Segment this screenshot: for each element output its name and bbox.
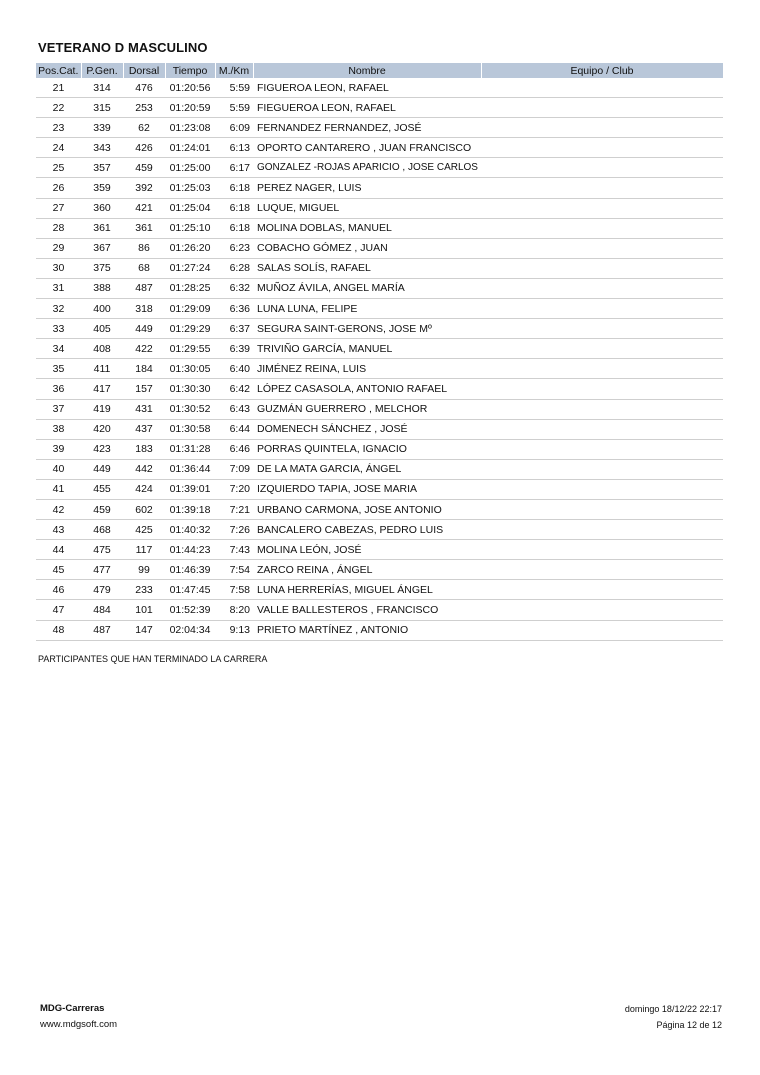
m-km-cell: 6:18 xyxy=(215,218,253,238)
col-header-dorsal: Dorsal xyxy=(123,63,165,78)
equipo-cell xyxy=(481,78,723,98)
table-row xyxy=(36,439,723,459)
p-gen-cell: 388 xyxy=(81,278,123,298)
dorsal-cell: 437 xyxy=(123,419,165,439)
pos-cat-cell: 38 xyxy=(36,419,81,439)
equipo-cell xyxy=(481,238,723,258)
m-km-cell: 7:54 xyxy=(215,560,253,580)
dorsal-cell: 459 xyxy=(123,158,165,178)
nombre-cell: LUQUE, MIGUEL xyxy=(253,198,481,218)
equipo-cell xyxy=(481,339,723,359)
tiempo-cell: 01:40:32 xyxy=(165,520,215,540)
m-km-cell: 8:20 xyxy=(215,600,253,620)
dorsal-cell: 233 xyxy=(123,580,165,600)
nombre-cell: FIEGUEROA LEON, RAFAEL xyxy=(253,98,481,118)
tiempo-cell: 02:04:34 xyxy=(165,620,215,640)
nombre-cell: PEREZ NAGER, LUIS xyxy=(253,178,481,198)
table-row xyxy=(36,319,723,339)
p-gen-cell: 357 xyxy=(81,158,123,178)
nombre-cell: GONZALEZ -ROJAS APARICIO , JOSE CARLOS xyxy=(253,158,481,178)
nombre-cell: GUZMÁN GUERRERO , MELCHOR xyxy=(253,399,481,419)
tiempo-cell: 01:29:55 xyxy=(165,339,215,359)
tiempo-cell: 01:31:28 xyxy=(165,439,215,459)
table-row xyxy=(36,520,723,540)
pos-cat-cell: 27 xyxy=(36,198,81,218)
table-row xyxy=(36,479,723,499)
dorsal-cell: 62 xyxy=(123,118,165,138)
nombre-cell: MUÑOZ ÁVILA, ANGEL MARÍA xyxy=(253,278,481,298)
pos-cat-cell: 39 xyxy=(36,439,81,459)
table-row xyxy=(36,399,723,419)
equipo-cell xyxy=(481,600,723,620)
m-km-cell: 6:46 xyxy=(215,439,253,459)
dorsal-cell: 318 xyxy=(123,299,165,319)
table-row xyxy=(36,560,723,580)
pos-cat-cell: 44 xyxy=(36,540,81,560)
footer-page-number: Página 12 de 12 xyxy=(656,1020,722,1030)
m-km-cell: 6:18 xyxy=(215,178,253,198)
page-title: VETERANO D MASCULINO xyxy=(38,40,208,55)
tiempo-cell: 01:25:10 xyxy=(165,218,215,238)
m-km-cell: 7:43 xyxy=(215,540,253,560)
dorsal-cell: 253 xyxy=(123,98,165,118)
pos-cat-cell: 46 xyxy=(36,580,81,600)
table-row xyxy=(36,620,723,640)
pos-cat-cell: 41 xyxy=(36,479,81,499)
pos-cat-cell: 22 xyxy=(36,98,81,118)
m-km-cell: 6:09 xyxy=(215,118,253,138)
nombre-cell: URBANO CARMONA, JOSE ANTONIO xyxy=(253,499,481,519)
nombre-cell: TRIVIÑO GARCÍA, MANUEL xyxy=(253,339,481,359)
m-km-cell: 6:44 xyxy=(215,419,253,439)
dorsal-cell: 442 xyxy=(123,459,165,479)
table-row xyxy=(36,359,723,379)
p-gen-cell: 405 xyxy=(81,319,123,339)
equipo-cell xyxy=(481,158,723,178)
table-row xyxy=(36,278,723,298)
dorsal-cell: 424 xyxy=(123,479,165,499)
table-row xyxy=(36,118,723,138)
nombre-cell: PORRAS QUINTELA, IGNACIO xyxy=(253,439,481,459)
table-row xyxy=(36,580,723,600)
dorsal-cell: 86 xyxy=(123,238,165,258)
equipo-cell xyxy=(481,459,723,479)
tiempo-cell: 01:24:01 xyxy=(165,138,215,158)
pos-cat-cell: 29 xyxy=(36,238,81,258)
pos-cat-cell: 40 xyxy=(36,459,81,479)
dorsal-cell: 147 xyxy=(123,620,165,640)
m-km-cell: 7:21 xyxy=(215,499,253,519)
dorsal-cell: 422 xyxy=(123,339,165,359)
table-row xyxy=(36,419,723,439)
pos-cat-cell: 34 xyxy=(36,339,81,359)
tiempo-cell: 01:47:45 xyxy=(165,580,215,600)
pos-cat-cell: 33 xyxy=(36,319,81,339)
equipo-cell xyxy=(481,98,723,118)
dorsal-cell: 421 xyxy=(123,198,165,218)
equipo-cell xyxy=(481,439,723,459)
tiempo-cell: 01:44:23 xyxy=(165,540,215,560)
equipo-cell xyxy=(481,278,723,298)
p-gen-cell: 475 xyxy=(81,540,123,560)
nombre-cell: PRIETO MARTÍNEZ , ANTONIO xyxy=(253,620,481,640)
nombre-cell: COBACHO GÓMEZ , JUAN xyxy=(253,238,481,258)
nombre-cell: LUNA LUNA, FELIPE xyxy=(253,299,481,319)
pos-cat-cell: 28 xyxy=(36,218,81,238)
tiempo-cell: 01:30:58 xyxy=(165,419,215,439)
equipo-cell xyxy=(481,258,723,278)
pos-cat-cell: 26 xyxy=(36,178,81,198)
nombre-cell: FIGUEROA LEON, RAFAEL xyxy=(253,78,481,98)
nombre-cell: DE LA MATA GARCIA, ÁNGEL xyxy=(253,459,481,479)
equipo-cell xyxy=(481,319,723,339)
col-header-m-km: M./Km xyxy=(215,63,253,78)
p-gen-cell: 314 xyxy=(81,78,123,98)
finished-note: PARTICIPANTES QUE HAN TERMINADO LA CARRERA xyxy=(38,654,268,664)
p-gen-cell: 487 xyxy=(81,620,123,640)
results-table xyxy=(36,63,724,641)
nombre-cell: LÓPEZ CASASOLA, ANTONIO RAFAEL xyxy=(253,379,481,399)
m-km-cell: 6:23 xyxy=(215,238,253,258)
table-row xyxy=(36,238,723,258)
p-gen-cell: 408 xyxy=(81,339,123,359)
table-row xyxy=(36,299,723,319)
m-km-cell: 6:40 xyxy=(215,359,253,379)
m-km-cell: 6:39 xyxy=(215,339,253,359)
table-row xyxy=(36,218,723,238)
equipo-cell xyxy=(481,479,723,499)
p-gen-cell: 359 xyxy=(81,178,123,198)
pos-cat-cell: 23 xyxy=(36,118,81,138)
nombre-cell: BANCALERO CABEZAS, PEDRO LUIS xyxy=(253,520,481,540)
equipo-cell xyxy=(481,118,723,138)
equipo-cell xyxy=(481,138,723,158)
dorsal-cell: 184 xyxy=(123,359,165,379)
pos-cat-cell: 21 xyxy=(36,78,81,98)
equipo-cell xyxy=(481,520,723,540)
table-row xyxy=(36,499,723,519)
col-header-equipo: Equipo / Club xyxy=(481,63,723,78)
pos-cat-cell: 25 xyxy=(36,158,81,178)
m-km-cell: 5:59 xyxy=(215,98,253,118)
dorsal-cell: 361 xyxy=(123,218,165,238)
footer-right xyxy=(625,1001,722,1033)
p-gen-cell: 400 xyxy=(81,299,123,319)
p-gen-cell: 459 xyxy=(81,499,123,519)
pos-cat-cell: 48 xyxy=(36,620,81,640)
tiempo-cell: 01:25:04 xyxy=(165,198,215,218)
pos-cat-cell: 35 xyxy=(36,359,81,379)
dorsal-cell: 602 xyxy=(123,499,165,519)
nombre-cell: JIMÉNEZ REINA, LUIS xyxy=(253,359,481,379)
table-row xyxy=(36,459,723,479)
equipo-cell xyxy=(481,499,723,519)
pos-cat-cell: 42 xyxy=(36,499,81,519)
m-km-cell: 6:36 xyxy=(215,299,253,319)
pos-cat-cell: 36 xyxy=(36,379,81,399)
m-km-cell: 6:13 xyxy=(215,138,253,158)
tiempo-cell: 01:25:03 xyxy=(165,178,215,198)
equipo-cell xyxy=(481,560,723,580)
m-km-cell: 6:18 xyxy=(215,198,253,218)
col-header-pos-cat: Pos.Cat. xyxy=(36,63,81,78)
tiempo-cell: 01:28:25 xyxy=(165,278,215,298)
equipo-cell xyxy=(481,198,723,218)
nombre-cell: ZARCO REINA , ÁNGEL xyxy=(253,560,481,580)
equipo-cell xyxy=(481,540,723,560)
dorsal-cell: 426 xyxy=(123,138,165,158)
equipo-cell xyxy=(481,299,723,319)
table-row xyxy=(36,258,723,278)
m-km-cell: 6:28 xyxy=(215,258,253,278)
p-gen-cell: 411 xyxy=(81,359,123,379)
equipo-cell xyxy=(481,419,723,439)
equipo-cell xyxy=(481,218,723,238)
tiempo-cell: 01:39:01 xyxy=(165,479,215,499)
tiempo-cell: 01:39:18 xyxy=(165,499,215,519)
tiempo-cell: 01:30:52 xyxy=(165,399,215,419)
dorsal-cell: 487 xyxy=(123,278,165,298)
nombre-cell: IZQUIERDO TAPIA, JOSE MARIA xyxy=(253,479,481,499)
m-km-cell: 6:42 xyxy=(215,379,253,399)
p-gen-cell: 315 xyxy=(81,98,123,118)
p-gen-cell: 343 xyxy=(81,138,123,158)
tiempo-cell: 01:46:39 xyxy=(165,560,215,580)
tiempo-cell: 01:23:08 xyxy=(165,118,215,138)
table-row xyxy=(36,540,723,560)
tiempo-cell: 01:36:44 xyxy=(165,459,215,479)
p-gen-cell: 423 xyxy=(81,439,123,459)
tiempo-cell: 01:29:29 xyxy=(165,319,215,339)
pos-cat-cell: 24 xyxy=(36,138,81,158)
dorsal-cell: 68 xyxy=(123,258,165,278)
m-km-cell: 7:20 xyxy=(215,479,253,499)
tiempo-cell: 01:26:20 xyxy=(165,238,215,258)
table-row xyxy=(36,198,723,218)
p-gen-cell: 339 xyxy=(81,118,123,138)
m-km-cell: 9:13 xyxy=(215,620,253,640)
footer-datetime: domingo 18/12/22 22:17 xyxy=(624,1004,722,1014)
m-km-cell: 7:58 xyxy=(215,580,253,600)
p-gen-cell: 484 xyxy=(81,600,123,620)
p-gen-cell: 449 xyxy=(81,459,123,479)
pos-cat-cell: 43 xyxy=(36,520,81,540)
p-gen-cell: 361 xyxy=(81,218,123,238)
dorsal-cell: 449 xyxy=(123,319,165,339)
p-gen-cell: 367 xyxy=(81,238,123,258)
col-header-tiempo: Tiempo xyxy=(165,63,215,78)
footer-left xyxy=(40,1001,117,1033)
equipo-cell xyxy=(481,580,723,600)
p-gen-cell: 455 xyxy=(81,479,123,499)
nombre-cell: FERNANDEZ FERNANDEZ, JOSÉ xyxy=(253,118,481,138)
equipo-cell xyxy=(481,359,723,379)
dorsal-cell: 99 xyxy=(123,560,165,580)
tiempo-cell: 01:20:59 xyxy=(165,98,215,118)
m-km-cell: 6:17 xyxy=(215,158,253,178)
nombre-cell: MOLINA DOBLAS, MANUEL xyxy=(253,218,481,238)
pos-cat-cell: 47 xyxy=(36,600,81,620)
m-km-cell: 6:37 xyxy=(215,319,253,339)
table-header xyxy=(36,63,723,78)
dorsal-cell: 117 xyxy=(123,540,165,560)
pos-cat-cell: 37 xyxy=(36,399,81,419)
p-gen-cell: 417 xyxy=(81,379,123,399)
m-km-cell: 5:59 xyxy=(215,78,253,98)
tiempo-cell: 01:20:56 xyxy=(165,78,215,98)
table-body xyxy=(36,78,723,640)
table-row xyxy=(36,98,723,118)
m-km-cell: 7:09 xyxy=(215,459,253,479)
p-gen-cell: 477 xyxy=(81,560,123,580)
nombre-cell: LUNA HERRERÍAS, MIGUEL ÁNGEL xyxy=(253,580,481,600)
tiempo-cell: 01:29:09 xyxy=(165,299,215,319)
table-row xyxy=(36,158,723,178)
m-km-cell: 6:32 xyxy=(215,278,253,298)
p-gen-cell: 360 xyxy=(81,198,123,218)
col-header-p-gen: P.Gen. xyxy=(81,63,123,78)
tiempo-cell: 01:27:24 xyxy=(165,258,215,278)
tiempo-cell: 01:52:39 xyxy=(165,600,215,620)
pos-cat-cell: 32 xyxy=(36,299,81,319)
pos-cat-cell: 31 xyxy=(36,278,81,298)
nombre-cell: DOMENECH SÁNCHEZ , JOSÉ xyxy=(253,419,481,439)
p-gen-cell: 468 xyxy=(81,520,123,540)
dorsal-cell: 476 xyxy=(123,78,165,98)
nombre-cell: SALAS SOLÍS, RAFAEL xyxy=(253,258,481,278)
table-row xyxy=(36,600,723,620)
m-km-cell: 6:43 xyxy=(215,399,253,419)
nombre-cell: OPORTO CANTARERO , JUAN FRANCISCO xyxy=(253,138,481,158)
pos-cat-cell: 30 xyxy=(36,258,81,278)
col-header-nombre: Nombre xyxy=(253,63,481,78)
nombre-cell: MOLINA LEÓN, JOSÉ xyxy=(253,540,481,560)
table-row xyxy=(36,78,723,98)
tiempo-cell: 01:30:05 xyxy=(165,359,215,379)
m-km-cell: 7:26 xyxy=(215,520,253,540)
equipo-cell xyxy=(481,379,723,399)
dorsal-cell: 425 xyxy=(123,520,165,540)
table-row xyxy=(36,339,723,359)
table-row xyxy=(36,178,723,198)
dorsal-cell: 157 xyxy=(123,379,165,399)
pos-cat-cell: 45 xyxy=(36,560,81,580)
p-gen-cell: 420 xyxy=(81,419,123,439)
dorsal-cell: 431 xyxy=(123,399,165,419)
equipo-cell xyxy=(481,620,723,640)
equipo-cell xyxy=(481,399,723,419)
p-gen-cell: 419 xyxy=(81,399,123,419)
table-row xyxy=(36,138,723,158)
tiempo-cell: 01:30:30 xyxy=(165,379,215,399)
table-row xyxy=(36,379,723,399)
p-gen-cell: 375 xyxy=(81,258,123,278)
dorsal-cell: 392 xyxy=(123,178,165,198)
footer-website: www.mdgsoft.com xyxy=(40,1019,118,1030)
p-gen-cell: 479 xyxy=(81,580,123,600)
nombre-cell: VALLE BALLESTEROS , FRANCISCO xyxy=(253,600,481,620)
tiempo-cell: 01:25:00 xyxy=(165,158,215,178)
equipo-cell xyxy=(481,178,723,198)
nombre-cell: SEGURA SAINT-GERONS, JOSE Mº xyxy=(253,319,481,339)
dorsal-cell: 183 xyxy=(123,439,165,459)
dorsal-cell: 101 xyxy=(123,600,165,620)
footer-brand: MDG-Carreras xyxy=(40,1003,105,1014)
